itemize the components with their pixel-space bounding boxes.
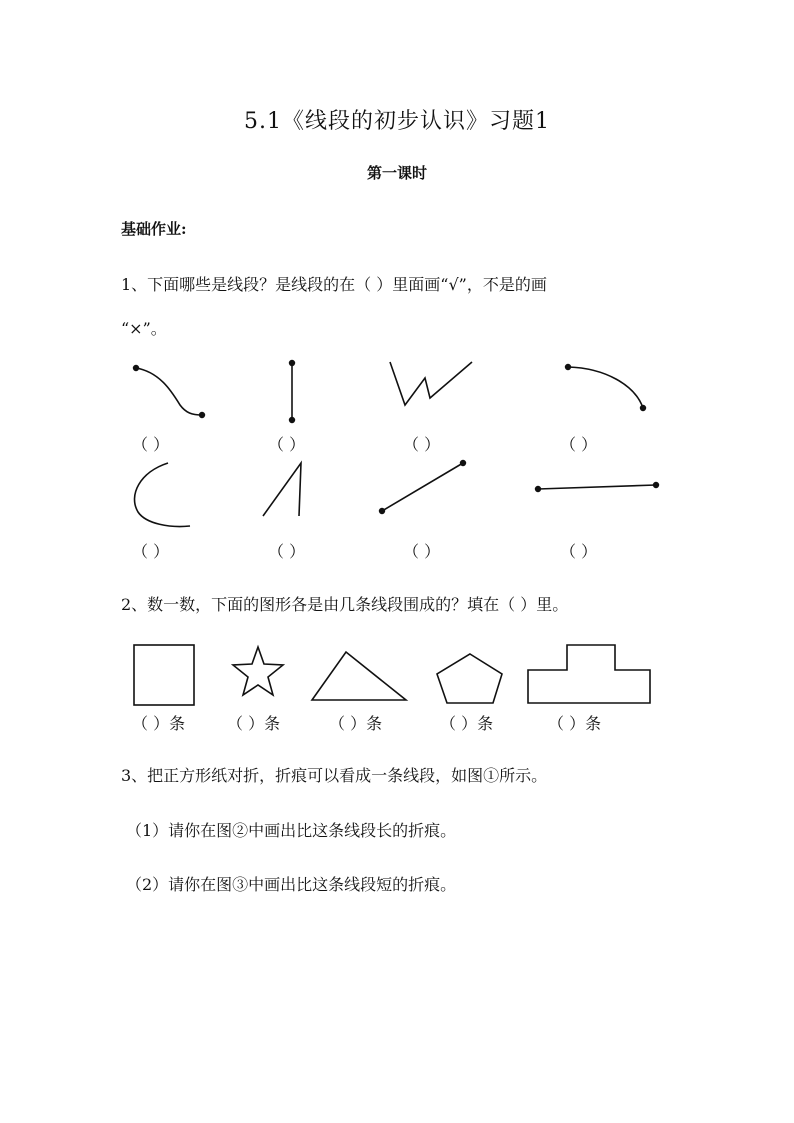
q2-answer-blank-3[interactable]: （ ）条 — [329, 714, 383, 733]
q2-pentagon — [437, 654, 502, 703]
q2-square — [134, 645, 194, 705]
q2-triangle — [312, 652, 406, 700]
q1-figure-2-endpoint-b — [290, 418, 295, 423]
q1-answer-blank-5[interactable]: （ ） — [132, 542, 170, 561]
q1-text-line1: 1、下面哪些是线段？是线段的在（ ）里面画“√”，不是的画 — [121, 275, 547, 294]
q2-star — [233, 647, 283, 695]
q1-answer-blank-7[interactable]: （ ） — [403, 542, 441, 561]
q1-figure-1-endpoint-a — [134, 366, 139, 371]
q1-figure-4-endpoint-b — [641, 406, 646, 411]
q1-figure-5-curve — [135, 463, 190, 526]
q1-answer-blank-1[interactable]: （ ） — [132, 435, 170, 454]
page-title: 5.1《线段的初步认识》习题1 — [244, 109, 550, 134]
q1-answer-blank-3[interactable]: （ ） — [403, 435, 441, 454]
q2-notched-polygon — [528, 645, 650, 703]
q2-answer-blank-1[interactable]: （ ）条 — [132, 714, 186, 733]
q1-figure-2-endpoint-a — [290, 361, 295, 366]
q1-figure-4-arc — [568, 367, 643, 408]
q1-answer-blank-8[interactable]: （ ） — [560, 542, 598, 561]
q1-figure-6-angle — [263, 463, 301, 516]
q1-answer-blank-6[interactable]: （ ） — [268, 542, 306, 561]
q2-text: 2、数一数，下面的图形各是由几条线段围成的？填在（ ）里。 — [121, 595, 569, 614]
q1-figure-7-endpoint-a — [380, 509, 385, 514]
section-heading: 基础作业: — [121, 220, 187, 238]
q1-figure-7-endpoint-b — [461, 461, 466, 466]
q1-answer-blank-4[interactable]: （ ） — [560, 435, 598, 454]
q1-figure-1-curve — [136, 368, 202, 415]
q2-answer-blank-4[interactable]: （ ）条 — [440, 714, 494, 733]
q1-answer-blank-2[interactable]: （ ） — [268, 435, 306, 454]
q1-figure-7-segment — [382, 463, 463, 511]
q3-text: 3、把正方形纸对折，折痕可以看成一条线段，如图①所示。 — [121, 766, 548, 785]
q1-figure-8-segment — [538, 485, 656, 489]
lesson-subtitle: 第一课时 — [366, 164, 427, 182]
q2-answer-blank-2[interactable]: （ ）条 — [227, 714, 281, 733]
q3-subquestion-1: （1）请你在图②中画出比这条线段长的折痕。 — [126, 821, 457, 840]
q1-figure-3-zigzag — [390, 362, 472, 405]
q1-figure-1-endpoint-b — [200, 413, 205, 418]
q1-figure-8-endpoint-b — [654, 483, 659, 488]
q1-figure-8-endpoint-a — [536, 487, 541, 492]
q1-figure-4-endpoint-a — [566, 365, 571, 370]
q2-answer-blank-5[interactable]: （ ）条 — [548, 714, 602, 733]
q1-text-line2: “×”。 — [121, 319, 167, 338]
q3-subquestion-2: （2）请你在图③中画出比这条线段短的折痕。 — [126, 875, 457, 894]
